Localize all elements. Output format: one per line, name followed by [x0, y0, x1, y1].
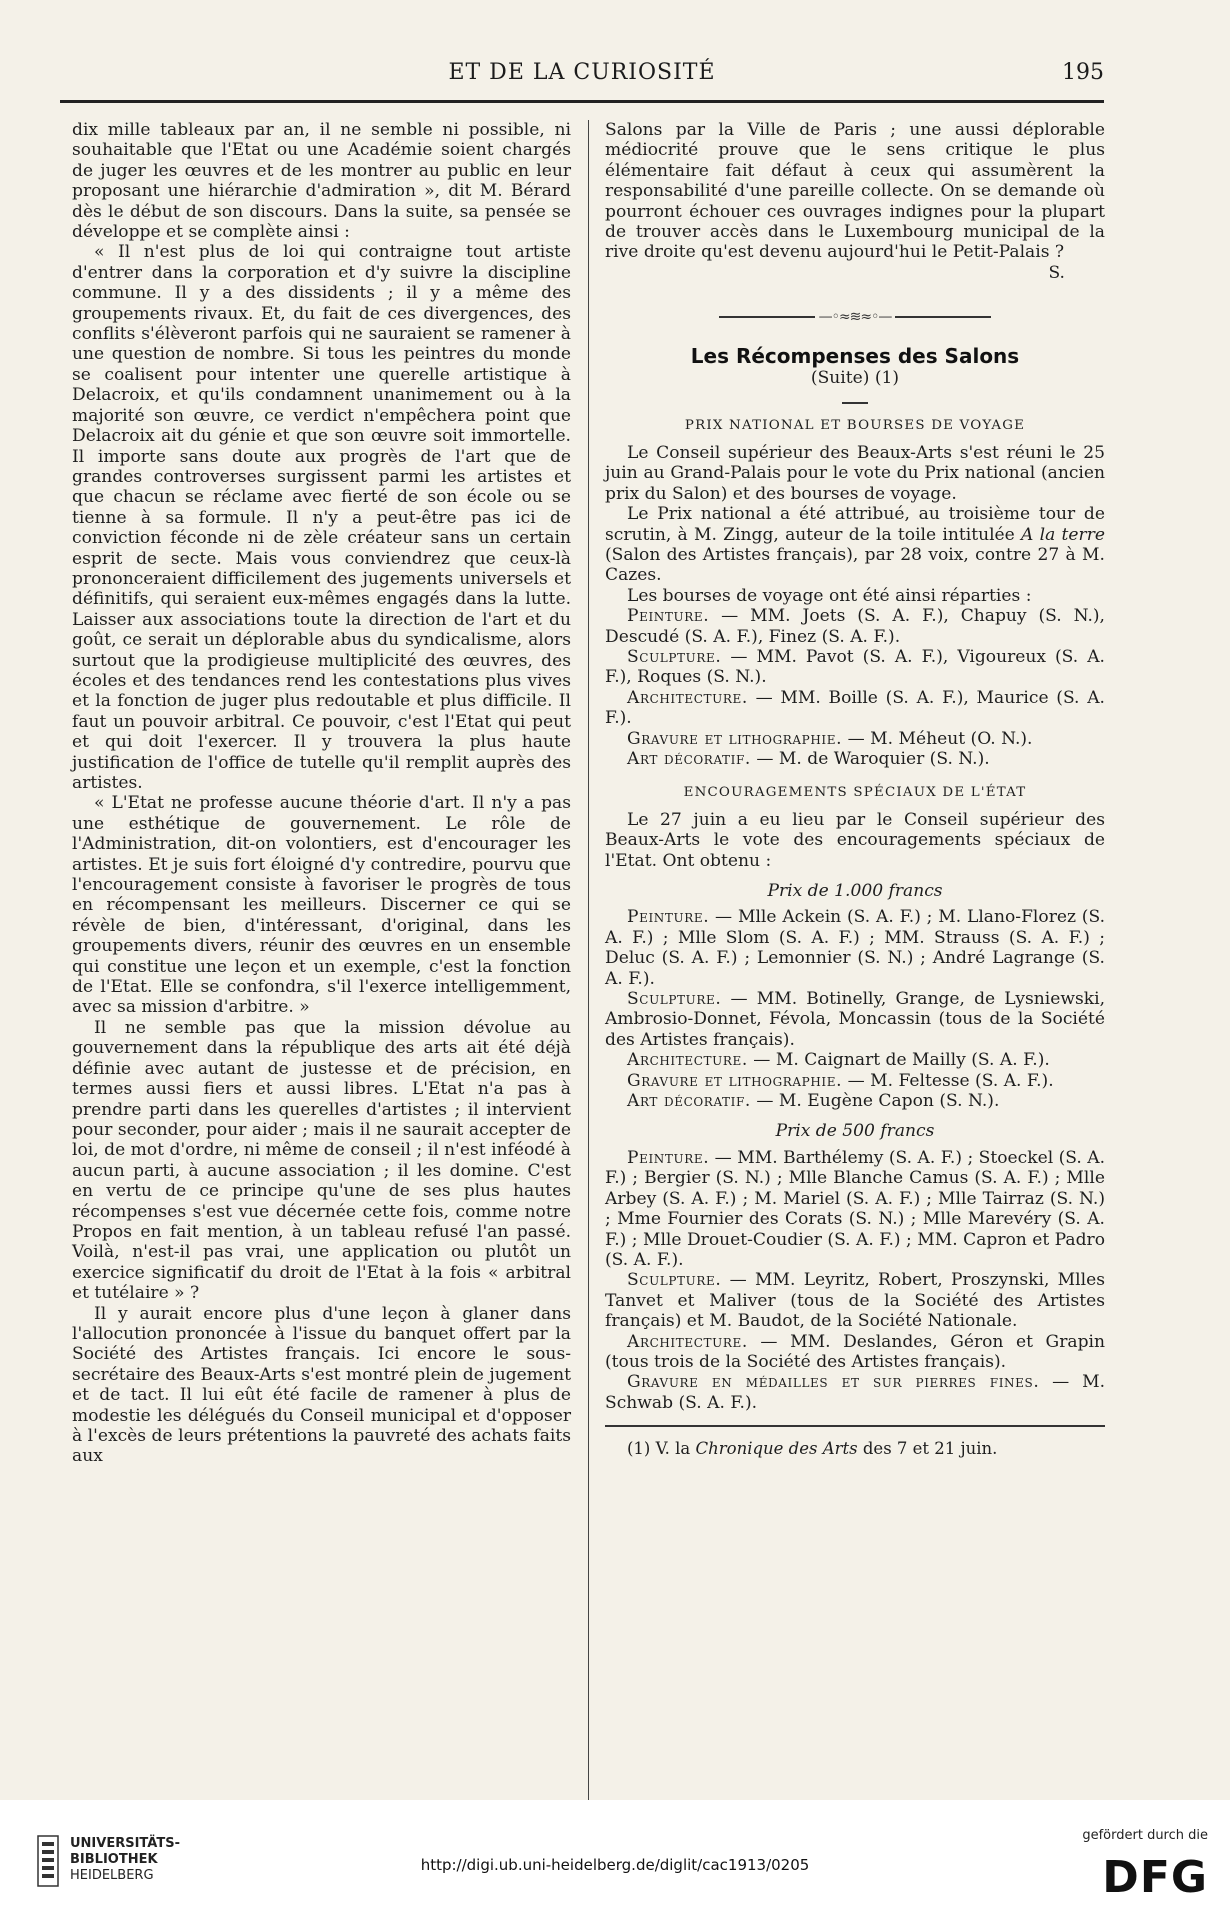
viewer-footer: [0, 1800, 1230, 1914]
ornament-line-right: [895, 316, 991, 318]
entry-label: Architecture.: [627, 687, 748, 708]
left-paragraph-5: Il y aurait encore plus d'une leçon à glaner dans l'allocution prononcée à l'issue du banquet offert par la Société des Artistes français. Ici encore le sous-secrétaire des Beaux-Arts s'est montré plein de jugement et de tact. Il lui eût été facile de ramener à plus de modestie les délégués du Conseil municipal et d'opposer à l'excès de leurs prétentions la pauvreté des achats faits aux: [72, 1303, 571, 1467]
painting-title: A la terre: [1021, 524, 1105, 545]
p2-before: Le Prix national a été attribué, au troisième tour de scrutin, à M. Zingg, auteur de la toile intitulée: [605, 504, 1105, 545]
section-subtitle: (Suite) (1): [810, 368, 900, 389]
bourse-entry: [605, 647, 1105, 688]
footnote-before: (1) V. la: [627, 1439, 696, 1459]
entry-text: — Mlle Ackein (S. A. F.) ; M. Llano-Florez (S. A. F.) ; Mlle Slom (S. A. F.) ; MM. Strauss (S. A. F.) ; Deluc (S. A. F.) ; Lemonnier (S. N.) ; André Lagrange (S. A. F.).: [605, 907, 1105, 989]
prize-entry: [605, 1270, 1105, 1331]
bourse-entry: [605, 749, 1105, 769]
prix-national-paragraph-2: [605, 504, 1105, 586]
bourse-entry: [605, 688, 1105, 729]
footnote-rule: [605, 1425, 1105, 1427]
left-paragraph-2: « Il n'est plus de loi qui contraigne tout artiste d'entrer dans la corporation et d'y suivre la discipline commune. Il y a des dissidents ; il y a même des groupements rivaux. Et, du fait de ces divergences, des conflits s'élèveront parfois qui ne sauraient se ramener à une question de nombre. Si tous les peintres du monde se coalisent pour intenter une querelle artistique à Delacroix, et qu'ils condamnent unanimement ou à la majorité son œuvre, ce verdict n'empêchera point que Delacroix ait du génie et que son œuvre soit immortelle. Il importe sans doute aux progrès de l'art que de grandes controverses surgissent parmi les artistes et que chacun se réclame avec fierté de son école ou se tienne à sa formule. Il n'y a peut-être pas ici de conviction féconde ni de zèle créateur sans un certain esprit de secte. Mais vous conviendrez que ceux-là prononceraient difficilement des jugements universels et définitifs, qui seraient eux-mêmes engagés dans la lutte. Laisser aux associations toute la direction de l'art et du goût, ce serait un déplorable abus du syndicalisme, alors surtout que la prodigieuse multiplicité des œuvres, des écoles et des tendances rend les contestations plus vives et la fonction de juger plus redoutable et plus difficile. Il faut un pouvoir arbitral. Ce pouvoir, c'est l'Etat qui peut et qui doit l'exercer. Il y trouvera la plus haute justification de l'office de tutelle qu'il remplit auprès des artistes.: [72, 242, 571, 793]
footnote-after: des 7 et 21 juin.: [857, 1439, 998, 1459]
running-header: [60, 54, 1104, 94]
entry-label: Gravure en médailles et sur pierres fines.: [627, 1372, 1040, 1393]
entry-text: — MM. Barthélemy (S. A. F.) ; Stoeckel (S. A. F.) ; Bergier (S. N.) ; Mlle Blanche Camus (S. A. F.) ; Mlle Arbey (S. A. F.) ; M. Mariel (S. A. F.) ; Mlle Tairraz (S. N.) ; Mme Fournier des Corats (S. N.) ; Mlle Marevéry (S. A. F.) ; Mlle Drouet-Coudier (S. A. F.) ; MM. Capron et Padro (S. A. F.).: [605, 1147, 1106, 1270]
ornament-line-left: [719, 316, 815, 318]
left-paragraph-4: Il ne semble pas que la mission dévolue au gouvernement dans la république des arts ait été déjà définie avec autant de justesse et de précision, en termes aussi fiers et aussi libres. L'Etat n'a pas à prendre parti dans les querelles d'artistes ; il intervient pour seconder, pour aider ; mais il ne saurait accepter de loi, de mot d'ordre, ni même de conseil ; il n'est inféodé à aucun parti, à aucune association ; il les domine. C'est en vertu de ce principe qu'une de ses plus hautes récompenses s'est vue décernée cette fois, comme notre Propos en fait mention, à un tableau refusé l'an passé. Voilà, n'est-il pas vrai, une application ou plutôt un exercice significatif du droit de l'Etat à la fois « arbitral et tutélaire » ?: [72, 1017, 571, 1304]
bourse-entry: [605, 729, 1105, 749]
ornament-divider: [605, 307, 1105, 327]
entry-text: — M. de Waroquier (S. N.).: [750, 748, 990, 769]
entry-text: — M. Méheut (O. N.).: [842, 728, 1033, 749]
footnote-title: Chronique des Arts: [695, 1439, 858, 1459]
p2-after: (Salon des Artistes français), par 28 voix, contre 27 à M. Cazes.: [605, 544, 1105, 586]
ornament-icon: —◦≈≋≈◦—: [818, 309, 892, 326]
left-column: [72, 120, 571, 1467]
university-line-2: BIBLIOTHEK: [70, 1852, 158, 1867]
entry-label: Art décoratif.: [627, 748, 751, 769]
entry-label: Peinture.: [627, 1147, 710, 1168]
entry-label: Peinture.: [627, 907, 710, 928]
prize-entry: [605, 1332, 1105, 1373]
entry-label: Sculpture.: [627, 646, 722, 667]
entry-text: — MM. Boille (S. A. F.), Maurice (S. A. F.).: [605, 687, 1105, 729]
left-paragraph-3: « L'Etat ne professe aucune théorie d'art. Il n'y a pas une esthétique de gouvernement. Le rôle de l'Administration, dit-on volontiers, est d'encourager les artistes. Et je suis fort éloigné d'y contredire, pourvu que l'encouragement consiste à favoriser le progrès de tous en récompensant les meilleurs. Discerner ce qui se révèle de bien, d'intéressant, d'original, dans les groupements divers, réunir des œuvres en un ensemble qui constitue une leçon et un exemple, c'est la fonction de l'Etat. Elle se confondra, s'il l'exerce intelligemment, avec sa mission d'arbitre. »: [72, 793, 571, 1018]
prix-national-paragraph-3: Les bourses de voyage ont été ainsi réparties :: [627, 585, 1032, 606]
entry-text: — M. Schwab (S. A. F.).: [605, 1372, 1105, 1413]
prize-500-heading: Prix de 500 francs: [775, 1121, 935, 1142]
entry-label: Architecture.: [627, 1050, 748, 1071]
source-url-link[interactable]: http://digi.ub.uni-heidelberg.de/diglit/cac1913/0205: [420, 1856, 810, 1874]
right-column: [605, 120, 1105, 1460]
bourse-entry: [605, 606, 1105, 647]
prix-national-heading: PRIX NATIONAL ET BOURSES DE VOYAGE: [684, 418, 1026, 434]
entry-label: Gravure et lithographie.: [627, 1070, 843, 1091]
encouragements-intro: Le 27 juin a eu lieu par le Conseil supérieur des Beaux-Arts le vote des encouragements spéciaux de l'Etat. Ont obtenu :: [605, 809, 1105, 871]
column-divider: [588, 120, 589, 1800]
entry-text: — MM. Pavot (S. A. F.), Vigoureux (S. A. F.), Roques (S. N.).: [605, 646, 1105, 688]
prix-national-paragraph-1: Le Conseil supérieur des Beaux-Arts s'est réuni le 25 juin au Grand-Palais pour le vote du Prix national (ancien prix du Salon) et des bourses de voyage.: [605, 442, 1105, 504]
prize-entry: [605, 989, 1105, 1050]
footnote: [605, 1439, 1105, 1459]
section-dash: [842, 402, 868, 404]
entry-label: Sculpture.: [627, 1270, 722, 1291]
prize-1000-heading: Prix de 1.000 francs: [767, 881, 943, 901]
left-paragraph-1: dix mille tableaux par an, il ne semble ni possible, ni souhaitable que l'Etat ou une Académie soient chargés de juger les œuvres et de les montrer au public en leur proposant une hiérarchie d'admiration », dit M. Bérard dès le début de son discours. Dans la suite, sa pensée se développe et se complète ainsi :: [72, 120, 571, 243]
entry-text: — M. Eugène Capon (S. N.).: [750, 1091, 1000, 1112]
section-title: Les Récompenses des Salons: [690, 343, 1020, 368]
entry-text: — M. Feltesse (S. A. F.).: [842, 1070, 1054, 1091]
prize-entry: [605, 1372, 1105, 1413]
entry-text: — M. Caignart de Mailly (S. A. F.).: [747, 1050, 1050, 1071]
entry-label: Art décoratif.: [627, 1091, 751, 1112]
entry-label: Sculpture.: [627, 989, 722, 1010]
header-rule: [60, 100, 1104, 103]
encouragements-heading: ENCOURAGEMENTS SPÉCIAUX DE L'ÉTAT: [683, 785, 1027, 801]
right-intro-paragraph: Salons par la Ville de Paris ; une aussi déplorable médiocrité prouve que le sens critique le plus élémentaire fait défaut à ceux qui assumèrent la responsabilité d'une pareille collecte. On se demande où pourront échouer ces ouvrages indignes pour la plupart de trouver accès dans le Luxembourg municipal de la rive droite qu'est devenu aujourd'hui le Petit-Palais ?: [605, 120, 1105, 263]
page-number: 195: [1062, 60, 1104, 85]
entry-label: Architecture.: [627, 1331, 748, 1352]
entry-text: — MM. Leyritz, Robert, Proszynski, Mlles Tanvet et Maliver (tous de la Société des Artistes français) et M. Baudot, de la Société Nationale.: [605, 1270, 1105, 1332]
entry-label: Peinture.: [627, 606, 710, 627]
prize-entry: [605, 907, 1105, 989]
university-line-1: UNIVERSITÄTS-: [70, 1836, 180, 1851]
prize-entry: [605, 1071, 1105, 1091]
prize-entry: [605, 1050, 1105, 1070]
entry-text: — MM. Botinelly, Grange, de Lysniewski, Ambrosio-Donnet, Févola, Moncassin (tous de la Société des Artistes français).: [605, 989, 1105, 1050]
entry-label: Gravure et lithographie.: [627, 728, 843, 749]
prize-entry: [605, 1148, 1105, 1270]
entry-text: — MM. Joets (S. A. F.), Chapuy (S. N.), Descudé (S. A. F.), Finez (S. A. F.).: [605, 606, 1105, 647]
entry-text: — MM. Deslandes, Géron et Grapin (tous trois de la Société des Artistes français).: [605, 1331, 1105, 1372]
signature: S.: [1048, 262, 1065, 283]
university-line-3: HEIDELBERG: [70, 1868, 154, 1883]
dfg-logo: DFG: [1102, 1852, 1208, 1903]
prize-entry: [605, 1091, 1105, 1111]
funded-by-label: gefördert durch die: [1082, 1828, 1208, 1843]
running-title: ET DE LA CURIOSITÉ: [448, 60, 716, 85]
